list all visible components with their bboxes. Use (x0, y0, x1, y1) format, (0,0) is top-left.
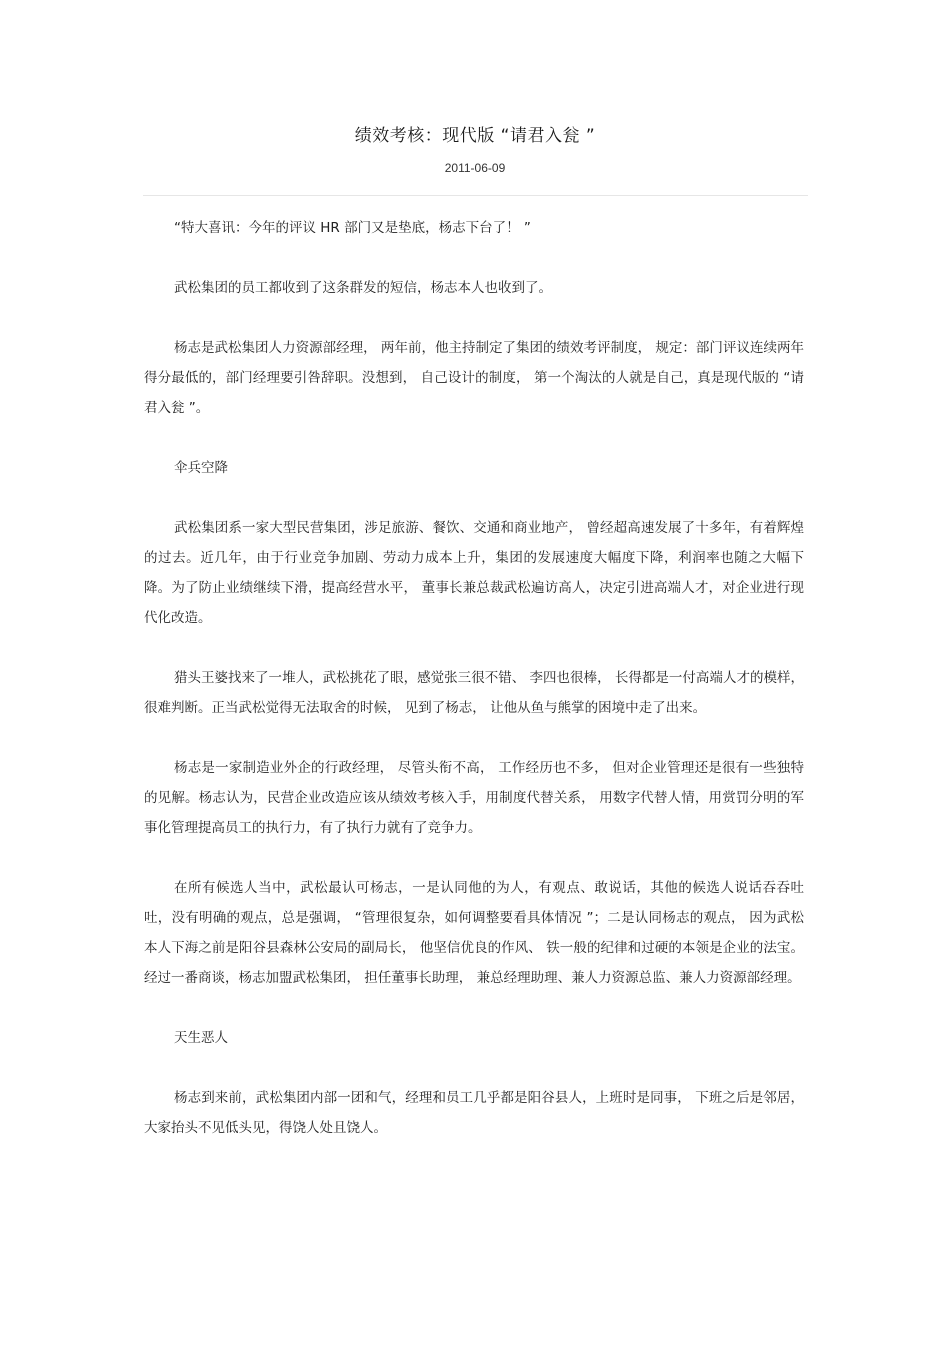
article-date: 2011-06-09 (444, 161, 506, 175)
article-title: 绩效考核：现代版 “请君入瓮 ” (354, 126, 596, 146)
article-body (144, 213, 804, 1173)
paragraph: 武松集团系一家大型民营集团，涉足旅游、餐饮、交通和商业地产， 曾经超高速发展了十多年，有着辉煌的过去。近几年，由于行业竞争加剧、劳动力成本上升，集团的发展速度大幅度下降，利润率也随之大幅下降。为了防止业绩继续下滑，提高经营水平， 董事长兼总裁武松遍访高人，决定引进高端人才，对企业进行现代化改造。 (144, 520, 804, 626)
paragraph: 杨志是一家制造业外企的行政经理， 尽管头衔不高， 工作经历也不多， 但对企业管理还是很有一些独特的见解。杨志认为，民营企业改造应该从绩效考核入手，用制度代替关系， 用数字代替人情，用赏罚分明的军事化管理提高员工的执行力，有了执行力就有了竞争力。 (144, 760, 804, 836)
paragraph: 猎头王婆找来了一堆人，武松挑花了眼，感觉张三很不错、 李四也很棒， 长得都是一付高端人才的模样，很难判断。正当武松觉得无法取舍的时候， 见到了杨志， 让他从鱼与熊掌的困境中走了出来。 (144, 670, 804, 716)
title-divider (143, 195, 808, 196)
section-heading: 天生恶人 (174, 1030, 228, 1046)
paragraph: “特大喜讯：今年的评议 HR 部门又是垫底，杨志下台了！ ” (174, 220, 531, 236)
paragraph: 在所有候选人当中，武松最认可杨志，一是认同他的为人，有观点、敢说话，其他的候选人说话吞吞吐吐，没有明确的观点，总是强调， “管理很复杂，如何调整要看具体情况 ”；二是认同杨志的观点， 因为武松本人下海之前是阳谷县森林公安局的副局长， 他坚信优良的作风、 铁一般的纪律和过硬的本领是企业的法宝。经过一番商谈，杨志加盟武松集团， 担任董事长助理， 兼总经理助理、兼人力资源总监、兼人力资源部经理。 (144, 880, 804, 986)
section-heading: 伞兵空降 (174, 460, 228, 476)
paragraph: 杨志是武松集团人力资源部经理， 两年前，他主持制定了集团的绩效考评制度， 规定：部门评议连续两年得分最低的，部门经理要引咎辞职。没想到， 自己设计的制度， 第一个淘汰的人就是自己，真是现代版的 “请君入瓮 ”。 (144, 340, 804, 416)
paragraph: 武松集团的员工都收到了这条群发的短信，杨志本人也收到了。 (174, 280, 552, 296)
paragraph: 杨志到来前，武松集团内部一团和气，经理和员工几乎都是阳谷县人，上班时是同事， 下班之后是邻居，大家抬头不见低头见，得饶人处且饶人。 (144, 1090, 804, 1136)
